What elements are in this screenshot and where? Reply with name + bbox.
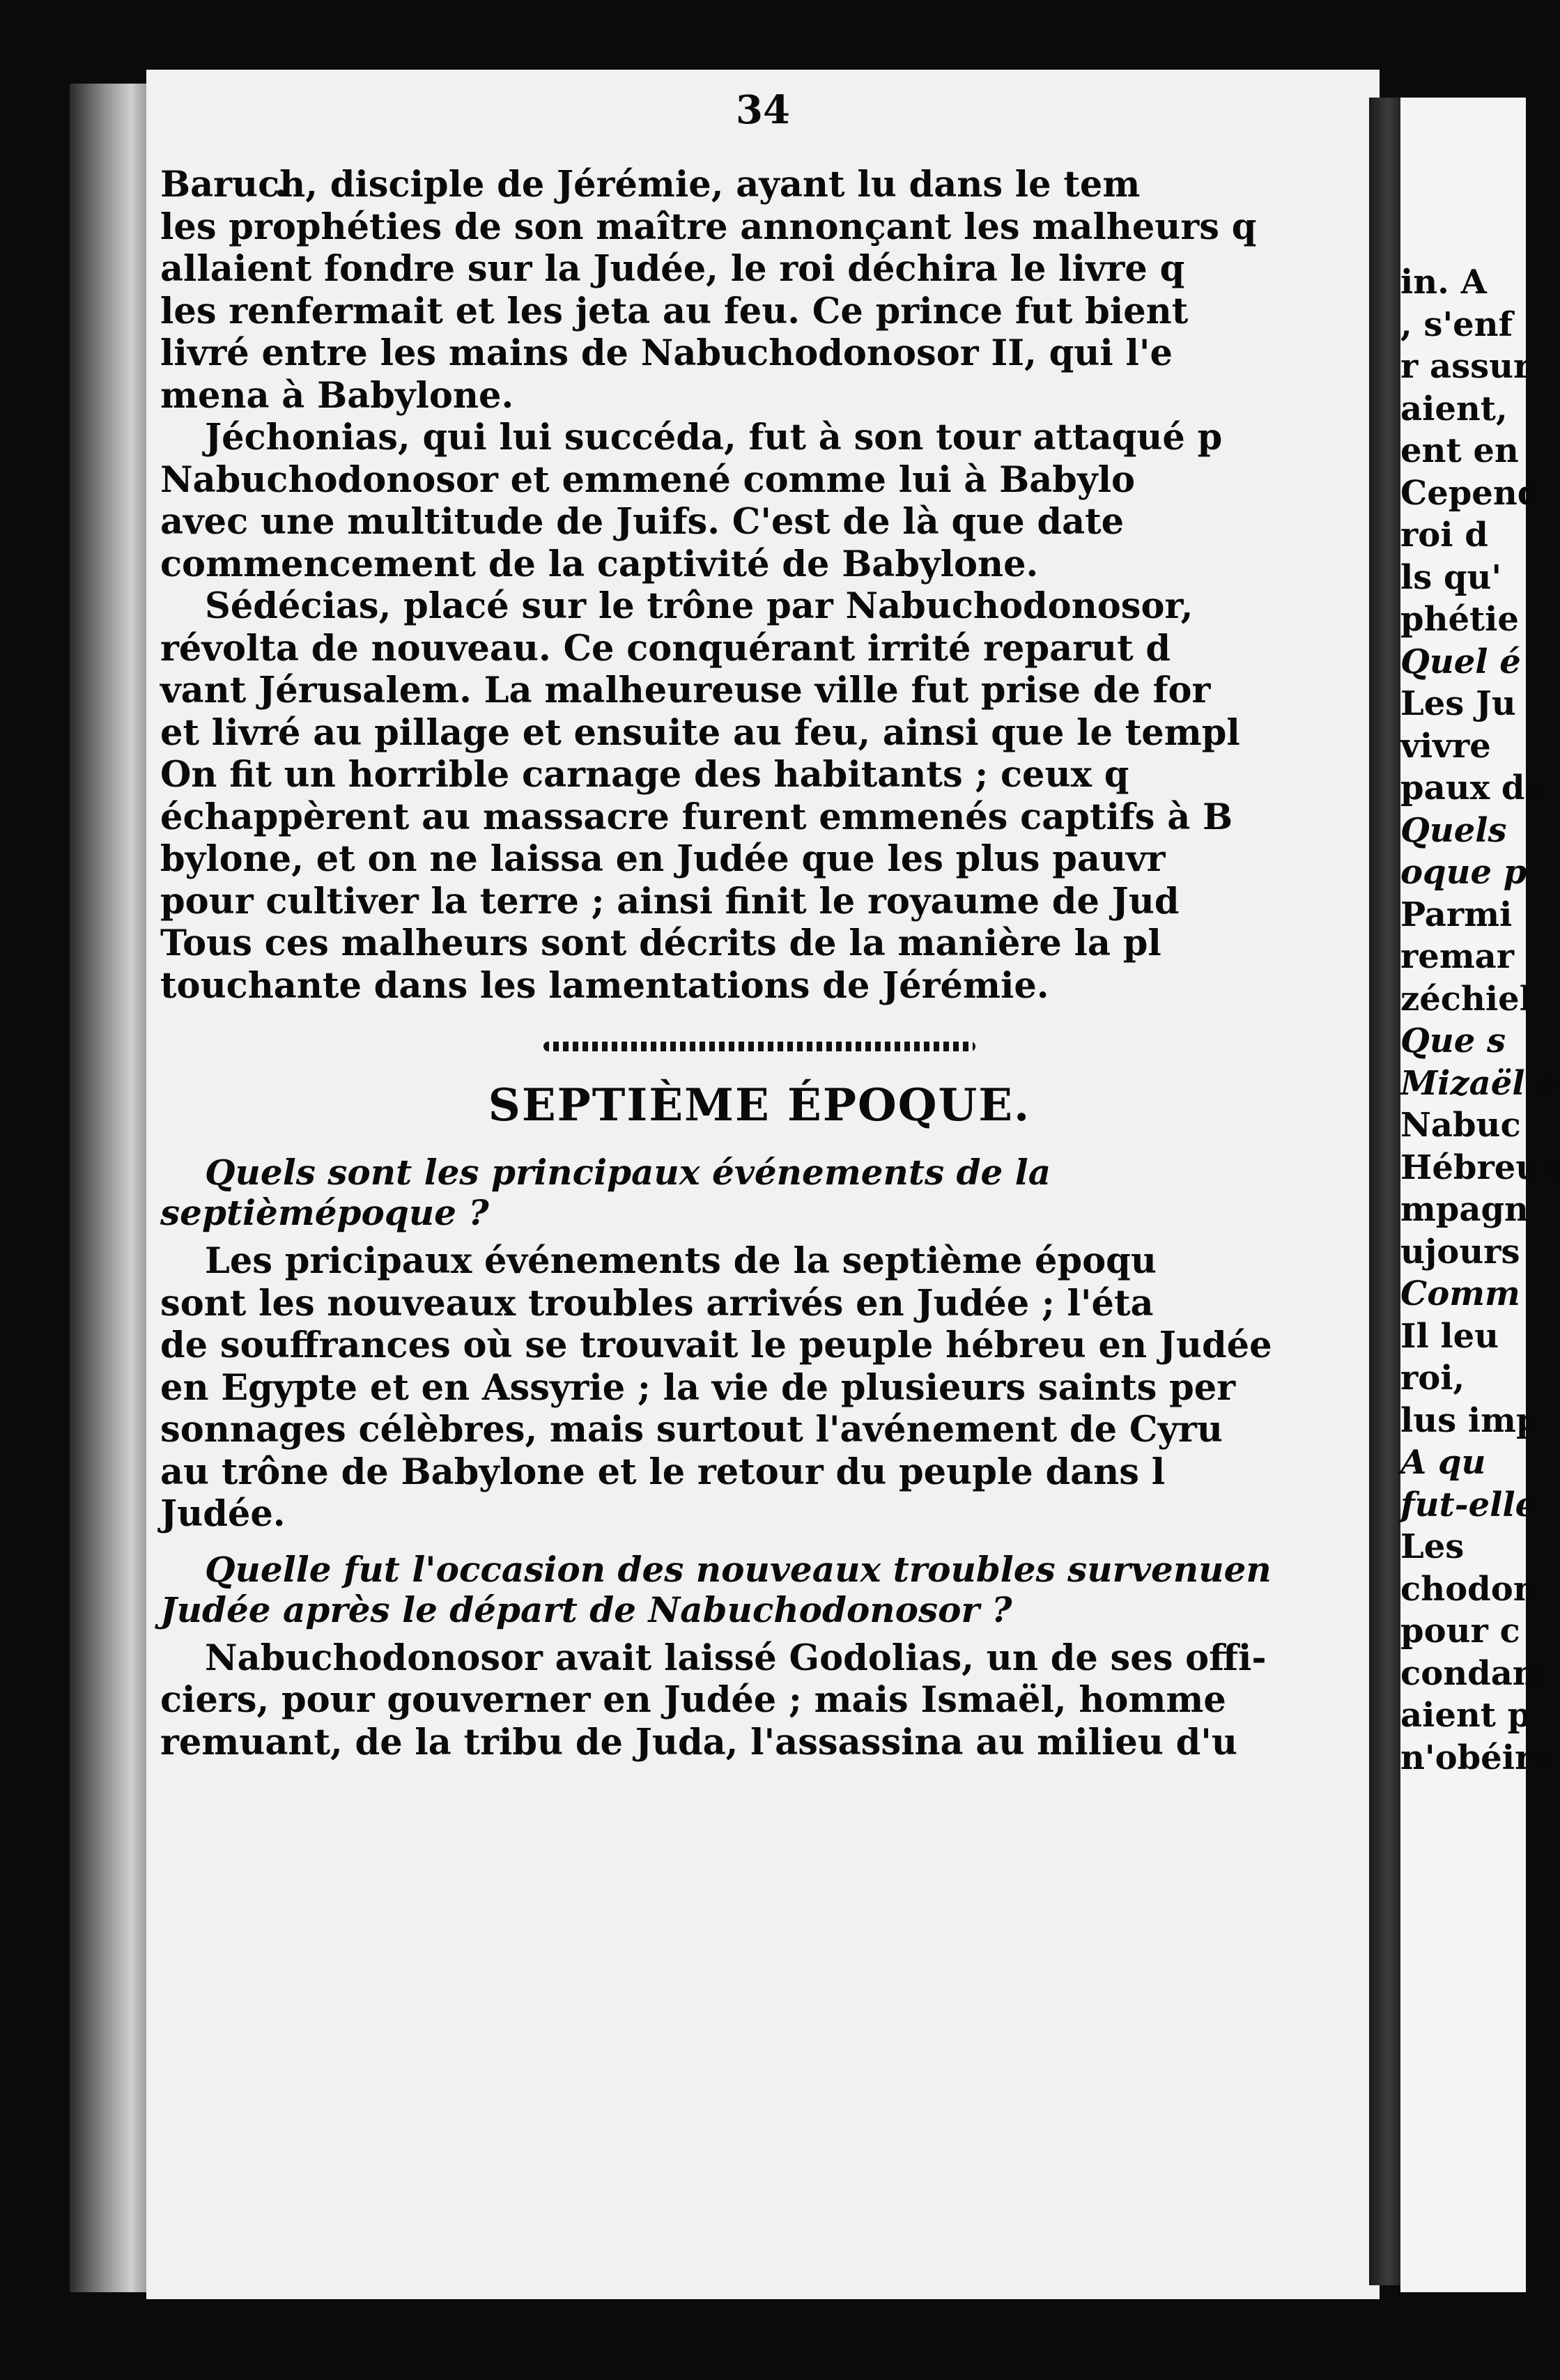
text-line: sont les nouveaux troubles arrivés en Judée ; l'éta [160, 1282, 1154, 1324]
section-heading: SEPTIÈME ÉPOQUE. [488, 1079, 1031, 1131]
facing-page-line: zéchiel [1400, 979, 1532, 1019]
facing-page-line: Cepend [1400, 473, 1541, 513]
facing-page-line: Les Ju [1400, 684, 1516, 723]
facing-page-line: , s'enf [1400, 304, 1513, 344]
page-number: 34 [736, 87, 790, 133]
facing-page-line: roi, [1400, 1359, 1465, 1398]
facing-page-line: aient p [1400, 1696, 1531, 1735]
facing-page-line: roi d [1400, 516, 1488, 555]
facing-page-line: A qu [1400, 1443, 1486, 1482]
facing-page-line: Quel é [1400, 642, 1521, 681]
facing-page-line: mpagn [1400, 1190, 1529, 1229]
text-line: mena à Babylone. [160, 374, 514, 417]
text-line: Quelle fut l'occasion des nouveaux troubles survenu [205, 1548, 1224, 1590]
facing-page-line: Il leu [1400, 1316, 1499, 1356]
text-line: de souffrances où se trouvait le peuple hébreu en Judée [160, 1324, 1272, 1366]
facing-page-line: remar [1400, 937, 1515, 976]
text-line: et livré au pillage et ensuite au feu, ainsi que le templ [160, 711, 1240, 754]
text-line: remuant, de la tribu de Juda, l'assassina au milieu d'u [160, 1721, 1237, 1763]
text-line: On fit un horrible carnage des habitants ; ceux q [160, 754, 1129, 796]
facing-page-line: r assur [1400, 347, 1531, 386]
text-line: Sédécias, placé sur le trône par Nabuchodonosor, [205, 585, 1194, 627]
text-line: Judée. [160, 1493, 286, 1535]
paragraph [160, 164, 1359, 417]
facing-page-fragment [1400, 98, 1560, 2292]
facing-page-line: Les [1400, 1527, 1465, 1566]
text-line: échappèrent au massacre furent emmenés captifs à B [160, 796, 1233, 838]
text-line: commencement de la captivité de Babylone. [160, 543, 1039, 585]
text-line: sonnages célèbres, mais surtout l'avénement de Cyru [160, 1409, 1223, 1451]
text-line: avec une multitude de Juifs. C'est de là que date [160, 501, 1125, 543]
text-line: Quels sont les principaux événements de la septièm [160, 1152, 1051, 1233]
paragraph [160, 417, 1359, 585]
facing-page-line: chodon [1400, 1569, 1538, 1609]
facing-page-line: Nabuc [1400, 1106, 1521, 1145]
text-line: Nabuchodonosor et emmené comme lui à Babylo [160, 458, 1135, 501]
text-line: Nabuchodonosor avait laissé Godolias, un de ses offi- [205, 1637, 1267, 1679]
ornamental-rule [543, 1042, 975, 1051]
facing-page-line: ent en [1400, 431, 1519, 470]
facing-page-line: Comm [1400, 1274, 1520, 1313]
facing-page-line: fut-elle [1400, 1485, 1537, 1524]
facing-page-line: paux de [1400, 768, 1546, 808]
text-line: Les pricipaux événements de la septième époqu [205, 1240, 1157, 1282]
text-line: vant Jérusalem. La malheureuse ville fut prise de for [160, 670, 1211, 711]
answer-2 [160, 1637, 1359, 1764]
facing-page-line: Hébreux [1400, 1148, 1560, 1187]
facing-page-line: Parmi [1400, 895, 1513, 934]
facing-page-line: Mizaël e [1400, 1063, 1558, 1103]
facing-page-line: aient, [1400, 389, 1508, 428]
facing-page-line: Quels [1400, 810, 1507, 850]
text-line: Baruch, disciple de Jérémie, ayant lu dans le tem [160, 164, 1141, 206]
text-line: en Judée après le départ de Nabuchodonosor ? [160, 1548, 1272, 1630]
text-line: pour cultiver la terre ; ainsi finit le royaume de Jud [160, 880, 1180, 922]
question-1 [160, 1152, 1359, 1233]
facing-page-line: ujours [1400, 1232, 1520, 1272]
paragraph [160, 585, 1359, 1007]
facing-page-line: in. A [1400, 263, 1487, 302]
facing-page-line: pour c [1400, 1612, 1520, 1651]
text-line: les prophéties de son maître annonçant les malheurs q [160, 206, 1257, 248]
facing-page-line: phétie [1400, 600, 1519, 639]
text-line: Jéchonias, qui lui succéda, fut à son tour attaqué p [205, 417, 1223, 458]
facing-page-line: vivre [1400, 726, 1491, 766]
facing-page-line: oque p [1400, 853, 1527, 892]
facing-page-lines [1400, 261, 1560, 1779]
paragraphs-before [160, 164, 1359, 1007]
text-line: allaient fondre sur la Judée, le roi déchira le livre q [160, 248, 1185, 290]
facing-page-line: ls qu' [1400, 557, 1502, 597]
facing-page-line: condam [1400, 1653, 1548, 1693]
page-text [160, 164, 1359, 1763]
question-2 [160, 1550, 1359, 1630]
text-line: livré entre les mains de Nabuchodonosor II, qui l'e [160, 332, 1173, 374]
facing-page-line: lus imp [1400, 1400, 1540, 1440]
text-line: révolta de nouveau. Ce conquérant irrité reparut d [160, 627, 1171, 670]
text-line: ciers, pour gouverner en Judée ; mais Ismaël, homme [160, 1679, 1226, 1721]
answer-1 [160, 1240, 1359, 1536]
text-line: époque ? [314, 1192, 489, 1233]
text-line: en Egypte et en Assyrie ; la vie de plusieurs saints per [160, 1366, 1236, 1409]
text-line: les renfermait et les jeta au feu. Ce prince fut bient [160, 290, 1189, 332]
facing-page-line: n'obéira [1400, 1738, 1554, 1777]
text-line: au trône de Babylone et le retour du peuple dans l [160, 1451, 1166, 1493]
facing-page-line: Que s [1400, 1021, 1506, 1060]
text-line: touchante dans les lamentations de Jérémie. [160, 964, 1049, 1007]
text-line: Tous ces malheurs sont décrits de la manière la pl [160, 922, 1161, 964]
text-line: bylone, et on ne laissa en Judée que les plus pauvr [160, 838, 1166, 880]
